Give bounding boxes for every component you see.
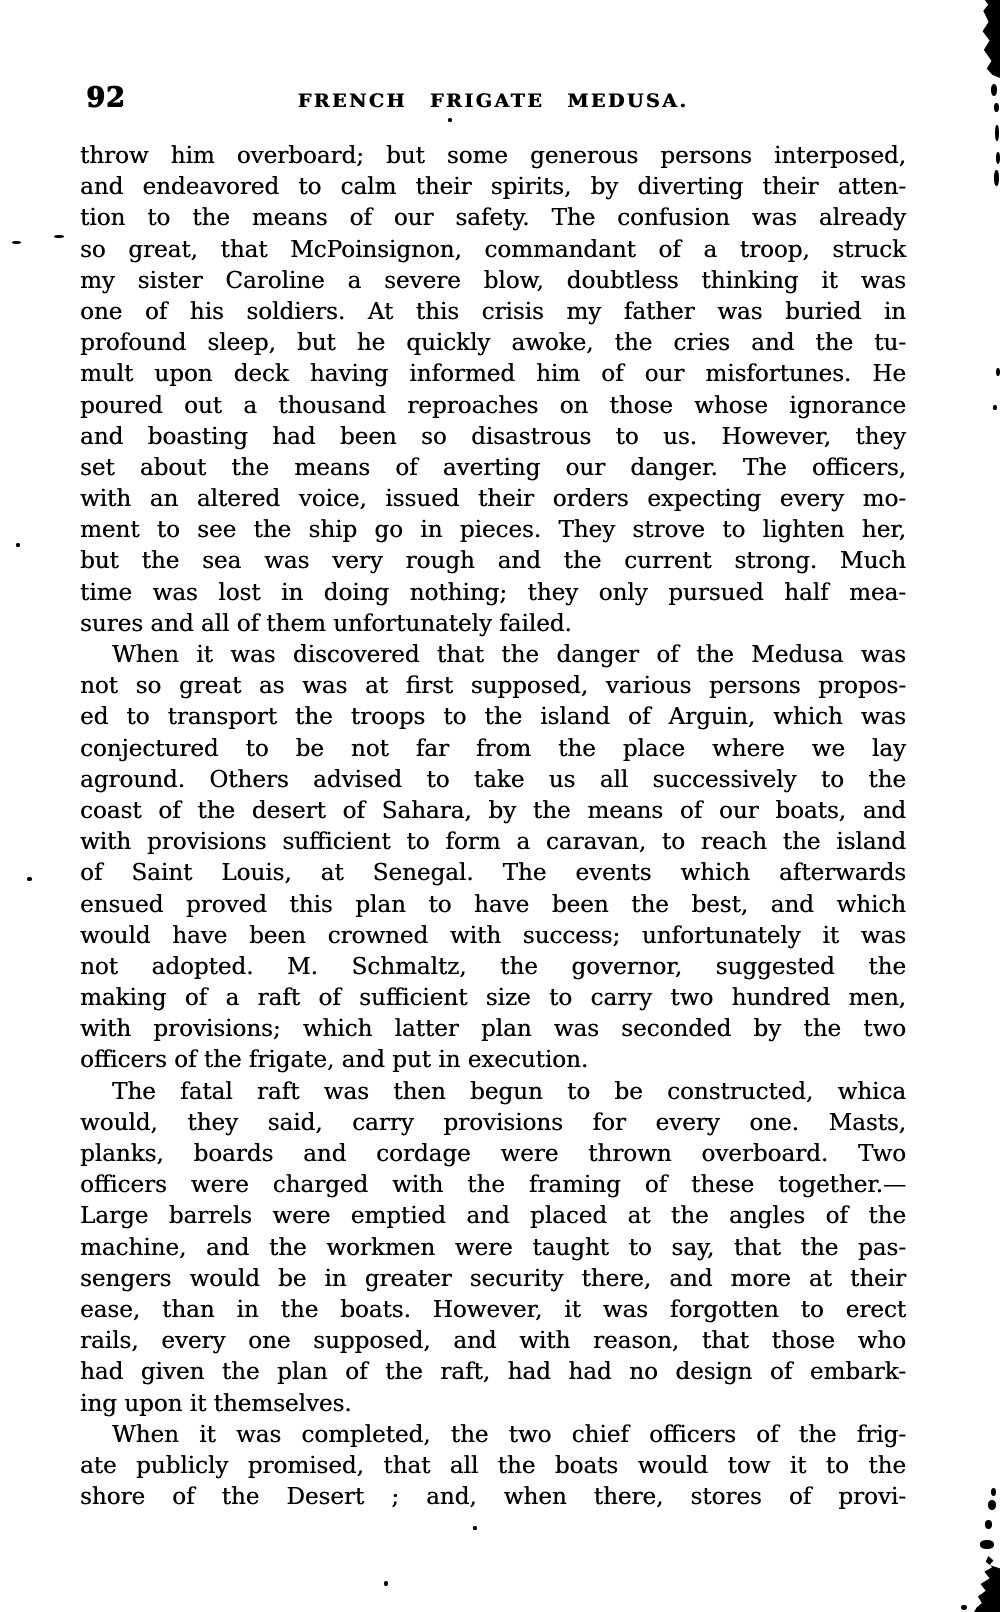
scan-speck <box>448 118 452 122</box>
text-line: machine, and the workmen were taught to say, that the pas- <box>80 1234 906 1261</box>
text-line: profound sleep, but he quickly awoke, the cries and the tu- <box>80 330 906 357</box>
scan-speck <box>961 1605 967 1610</box>
text-line: throw him overboard; but some generous persons interposed, <box>80 143 906 169</box>
text-line: conjectured to be not far from the place where we lay <box>80 735 906 762</box>
scan-speck <box>473 1526 477 1530</box>
scan-artifact-top-right <box>981 0 1000 78</box>
scan-speck <box>16 543 20 547</box>
text-line: my sister Caroline a severe blow, doubtless thinking it was <box>80 267 906 294</box>
text-line: would have been crowned with success; unfortunately it was <box>80 922 906 949</box>
scan-speck <box>988 1500 996 1510</box>
text-line: planks, boards and cordage were thrown overboard. Two <box>80 1141 906 1167</box>
text-line: not adopted. M. Schmaltz, the governor, suggested the <box>80 953 906 980</box>
text-line: ment to see the ship go in pieces. They strove to lighten her, <box>80 517 906 544</box>
text-line: and boasting had been so disastrous to us. However, they <box>80 423 906 450</box>
text-line: not so great as was at first supposed, various persons propos- <box>80 673 906 700</box>
text-line: time was lost in doing nothing; they only pursued half mea- <box>80 579 906 606</box>
text-line: The fatal raft was then begun to be constructed, whica <box>112 1078 906 1105</box>
scan-artifact-bottom-right <box>974 1556 1000 1612</box>
text-line: so great, that McPoinsignon, commandant of a troop, struck <box>80 236 906 263</box>
text-line: officers of the frigate, and put in execution. <box>80 1047 589 1074</box>
scan-speck <box>994 103 999 112</box>
text-line: ate publicly promised, that all the boats would tow it to the <box>80 1452 906 1479</box>
scan-speck <box>996 368 1000 376</box>
text-line: officers were charged with the framing of these together.— <box>80 1172 906 1199</box>
text-line: ease, than in the boats. However, it was forgotten to erect <box>80 1296 906 1323</box>
scan-speck <box>993 405 997 410</box>
text-line: one of his soldiers. At this crisis my father was buried in <box>80 298 906 325</box>
text-line: sengers would be in greater security there, and more at their <box>80 1265 906 1292</box>
page-number: 92 <box>86 82 126 113</box>
text-line: ensued proved this plan to have been the best, and which <box>80 891 906 918</box>
scan-speck <box>384 1581 388 1586</box>
text-line: When it was discovered that the danger of the Medusa was <box>112 642 906 668</box>
scan-speck <box>991 1488 996 1496</box>
text-line: set about the means of averting our danger. The officers, <box>80 454 906 481</box>
text-line: would, they said, carry provisions for every one. Masts, <box>80 1109 906 1136</box>
text-line: shore of the Desert ; and, when there, stores of provi- <box>80 1484 906 1511</box>
text-line: had given the plan of the raft, had had no design of embark- <box>80 1359 906 1386</box>
text-line: tion to the means of our safety. The confusion was already <box>80 205 906 232</box>
text-line: with provisions sufficient to form a caravan, to reach the island <box>80 829 906 856</box>
scan-speck <box>54 235 64 238</box>
text-line: Large barrels were emptied and placed at the angles of the <box>80 1203 906 1230</box>
text-line: ing upon it themselves. <box>80 1390 352 1417</box>
running-title: FRENCH FRIGATE MEDUSA. <box>297 90 689 112</box>
text-line: rails, every one supposed, and with reason, that those who <box>80 1328 906 1355</box>
scan-speck <box>995 125 999 141</box>
scan-speck <box>27 877 32 881</box>
text-line: poured out a thousand reproaches on those whose ignorance <box>80 392 906 419</box>
text-line: coast of the desert of Sahara, by the means of our boats, and <box>80 797 906 824</box>
scan-speck <box>991 84 997 96</box>
page-body <box>80 141 906 1513</box>
scan-speck <box>985 1520 992 1529</box>
text-line: but the sea was very rough and the current strong. Much <box>80 548 906 575</box>
text-line: mult upon deck having informed him of our misfortunes. He <box>80 361 906 388</box>
text-line: When it was completed, the two chief officers of the frig- <box>112 1421 906 1448</box>
scan-speck <box>980 1540 994 1549</box>
text-line: with provisions; which latter plan was seconded by the two <box>80 1016 906 1043</box>
scan-speck <box>996 152 1000 164</box>
text-line: with an altered voice, issued their orders expecting every mo- <box>80 486 906 513</box>
text-line: and endeavored to calm their spirits, by diverting their atten- <box>80 174 906 201</box>
text-line: ed to transport the troops to the island of Arguin, which was <box>80 704 906 731</box>
scan-speck <box>12 241 21 244</box>
scan-speck <box>994 170 999 186</box>
text-line: sures and all of them unfortunately failed. <box>80 610 572 637</box>
text-line: aground. Others advised to take us all successively to the <box>80 766 906 793</box>
text-line: of Saint Louis, at Senegal. The events which afterwards <box>80 860 906 887</box>
text-line: making of a raft of sufficient size to carry two hundred men, <box>80 985 906 1012</box>
